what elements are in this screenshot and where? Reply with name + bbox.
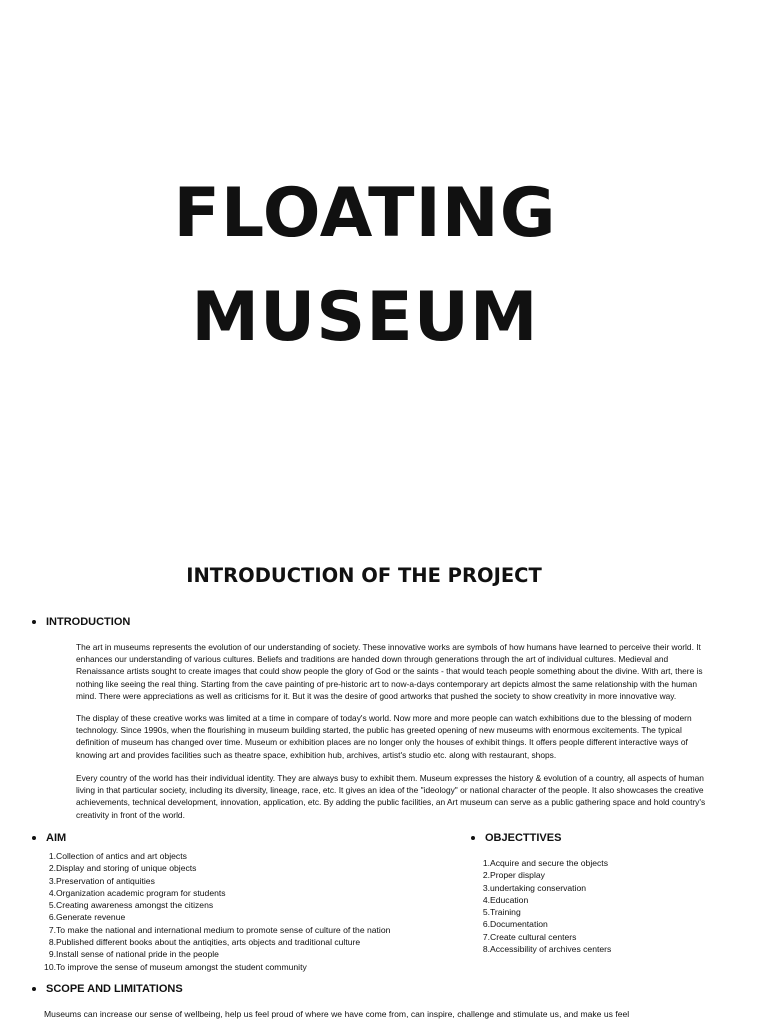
list-item: 7. To make the national and international medium to promote sense of culture of the nation bbox=[48, 924, 391, 935]
title-line-1: FLOATING bbox=[173, 174, 557, 253]
intro-paragraph-3: Every country of the world has their individual identity. They are always busy to exhibit them. Museum expresses the history & evolution of a country, all aspects of human living in that particular society, including its diversity, lineage, race, etc. It gives an idea of the "ideology" or national character of the people. It also showcases the creative achievements, technical development, innovation, application, etc. By adding the public facilities, an Art museum can serve as a public gathering space and hold country's creativity in front of the world. bbox=[76, 773, 706, 820]
bullet-icon bbox=[32, 836, 36, 840]
list-item: 7. Create cultural centers bbox=[482, 931, 577, 942]
list-item: 3. undertaking conservation bbox=[482, 882, 587, 893]
scope-heading-label: SCOPE AND LIMITATIONS bbox=[46, 983, 183, 995]
list-item: 8. Accessibility of archives centers bbox=[482, 944, 612, 955]
list-item: 6. Generate revenue bbox=[48, 912, 126, 923]
introduction-heading-label: INTRODUCTION bbox=[46, 616, 131, 628]
aim-heading bbox=[32, 832, 66, 844]
list-item: 6. Documentation bbox=[482, 919, 548, 930]
introduction-heading bbox=[32, 616, 130, 628]
scope-paragraph: Museums can increase our sense of wellbeing, help us feel proud of where we have come from, can inspire, challenge and stimulate us, and make us feel bbox=[44, 1009, 630, 1019]
objectives-heading bbox=[471, 832, 561, 844]
scope-heading bbox=[32, 983, 183, 995]
list-item: 10. To improve the sense of museum amongst the student community bbox=[44, 961, 307, 972]
list-item: 4. Education bbox=[482, 894, 529, 905]
objectives-list bbox=[478, 857, 611, 955]
list-item: 2. Display and storing of unique objects bbox=[48, 863, 197, 874]
list-item: 2. Proper display bbox=[482, 870, 545, 881]
title-line-2: MUSEUM bbox=[191, 278, 539, 357]
bullet-icon bbox=[32, 620, 36, 624]
list-item: 1. Acquire and secure the objects bbox=[482, 858, 608, 868]
list-item: 9. Install sense of national pride in the people bbox=[48, 949, 219, 960]
list-item: 5. Training bbox=[482, 907, 521, 918]
intro-paragraph-1: The art in museums represents the evolution of our understanding of society. These innovative works are symbols of how humans have learned to perceive their world. It enhances our understanding of various cultures. Beliefs and traditions are handed down through generations through the art of individual cultures. Medieval and Renaissance artists sought to create images that could show people the glory of God or the saints - that would teach people something about the divine. With art, there is nothing like seeing the real thing. Starting from the cave painting of pre-historic art to now-a-days contemporary art depicts almost the same relationship with the human mind. There were appreciations as well as criticisms for it. But it was the desire of good artworks that pushed the society to show creativity in more innovative way. bbox=[76, 642, 703, 701]
bullet-icon bbox=[471, 836, 475, 840]
list-item: 3. Preservation of antiquities bbox=[48, 875, 155, 886]
list-item: 5. Creating awareness amongst the citizens bbox=[48, 900, 214, 911]
list-item: 1. Collection of antics and art objects bbox=[48, 851, 187, 861]
list-item: 8. Published different books about the antiqities, arts objects and traditional culture bbox=[48, 937, 361, 948]
objectives-heading-label: OBJECTTIVES bbox=[485, 832, 562, 844]
intro-paragraph-2: The display of these creative works was limited at a time in compare of today's world. Now more and more people can watch exhibitions due to the blessing of modern technology. Since 1990s, when the flourishing in museum building started, the public has greeted opening of new museums with enormous excitements. The typical definition of museum has changed over time. Museum or exhibition places are no longer only the houses of exhibit things. It offers people different interactive ways of knowing art and provides facilities such as theatre space, exhibition hub, archives, artist's studio etc. along with restaurant, shops. bbox=[76, 713, 692, 760]
aim-heading-label: AIM bbox=[46, 832, 67, 844]
bullet-icon bbox=[32, 987, 36, 991]
section-heading: INTRODUCTION OF THE PROJECT bbox=[186, 564, 542, 587]
list-item: 4. Organization academic program for students bbox=[48, 887, 226, 898]
aim-list bbox=[44, 850, 390, 973]
document-title bbox=[0, 162, 730, 370]
